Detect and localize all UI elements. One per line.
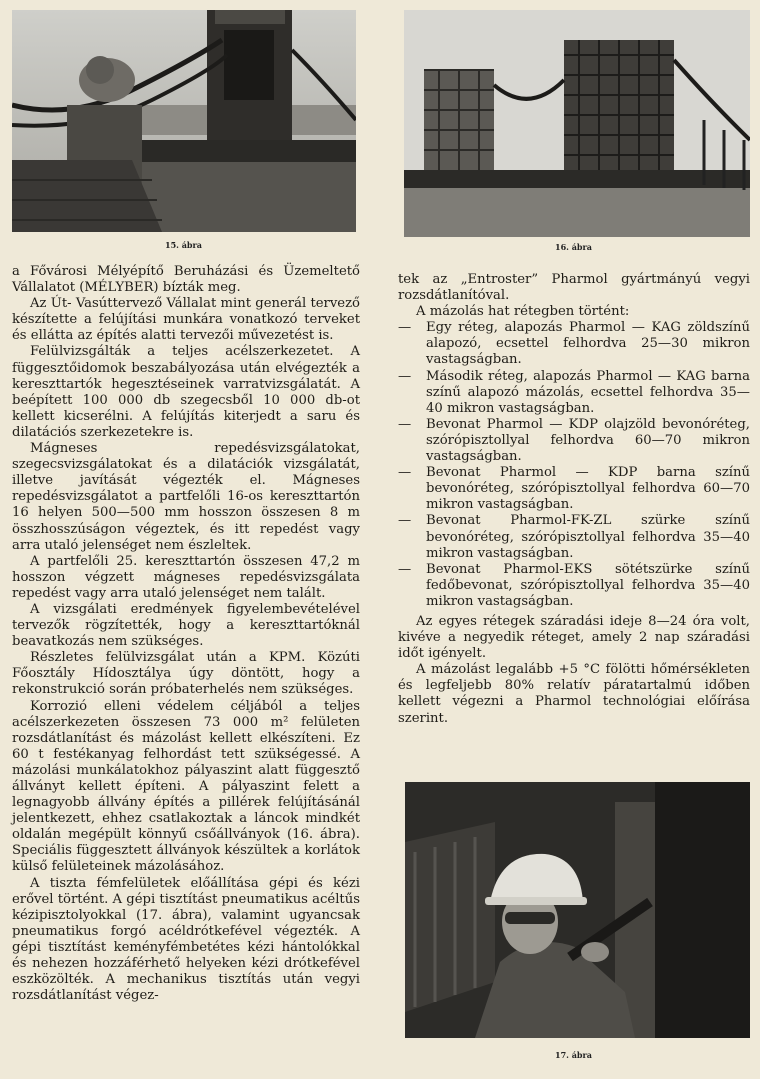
figure-16-photo xyxy=(404,10,750,237)
paragraph: Mágneses repedésvizsgálatokat, szegecsvizsgálatokat és a dilatációk vizsgálatát, illetve javítását végezték el. Mágneses repedésvizsgálatot a partfelőli 16-os kereszttartón 16 helyen 500—500 mm hosszon összesen 8 m összhosszúságon végeztek, és itt repedést vagy arra utaló jelenséget nem észleltek. xyxy=(12,441,360,553)
figure-17-caption: 17. ábra xyxy=(555,1050,592,1060)
paragraph: Felülvizsgálták a teljes acélszerkezetet. A függesztőidomok beszabályozása után elvégezték a kereszttartók hegesztéseinek varratvizsgálatát. A beépített 100 000 db szegecsből 10 000 db-ot kellett kicserélni. A felújítás kiterjedt a saru és dilatációs szerkezetekre is. xyxy=(12,344,360,440)
dash-marker: — xyxy=(398,513,412,529)
layer-text: Bevonat Pharmol — KDP olajzöld bevonóréteg, szórópisztollyal felhordva 60—70 mikron vastagságban. xyxy=(426,416,750,465)
dash-marker: — xyxy=(398,368,412,384)
layer-item xyxy=(398,513,750,561)
dash-marker: — xyxy=(398,320,412,336)
figure-16-caption: 16. ábra xyxy=(555,242,592,252)
layer-item xyxy=(398,562,750,610)
layer-text: Bevonat Pharmol — KDP barna színű bevonóréteg, szórópisztollyal felhordva 60—70 mikron vastagságban. xyxy=(426,465,750,513)
layer-text: Bevonat Pharmol-FK-ZL szürke színű bevonóréteg, szórópisztollyal felhordva 35—40 mikron vastagságban. xyxy=(426,513,750,561)
left-text-column xyxy=(12,264,360,1004)
paragraph: A tiszta fémfelületek előállítása gépi és kézi erővel történt. A gépi tisztítást pneumatikus acéltűs kézipisztolyokkal (17. ábra), valamint ugyancsak pneumatikus forgó acéldrótkefével végezték. A gépi tisztítást keményfémbetétes kézi hántolókkal és nehezen hozzáférhető helyeken kézi drótkefével eszközölték. A mechanikus tisztítás után vegyi rozsdátlanítást végez- xyxy=(12,875,360,1004)
layer-item xyxy=(398,465,750,513)
dash-marker: — xyxy=(398,561,412,577)
right-text-column xyxy=(398,272,750,727)
layers-intro: A mázolás hat rétegben történt: xyxy=(416,304,630,320)
paragraph: Az Út- Vasúttervező Vállalat mint generál tervező készítette a felújítási munkára vonatkozó terveket és ellátta az építés alatti tervezői művezetést is. xyxy=(12,296,360,344)
paragraph: A partfelőli 25. kereszttartón összesen 47,2 m hosszon végzett mágneses repedésvizsgálata repedést vagy arra utaló jelenséget nem talált. xyxy=(12,553,360,601)
layer-text: Bevonat Pharmol-EKS sötétszürke színű fedőbevonat, szórópisztollyal felhordva 35—40 mikron vastagságban. xyxy=(426,561,750,609)
paragraph: A mázolást legalább +5 °C fölötti hőmérsékleten és legfeljebb 80% relatív páratartalmú időben kellett végezni a Pharmol technológiai előírása szerint. xyxy=(398,662,750,726)
paragraph: Részletes felülvizsgálat után a KPM. Közúti Főosztály Hídosztálya úgy döntött, hogy a rekonstrukció során próbaterhelés nem szükséges. xyxy=(12,650,360,698)
figure-15-photo xyxy=(12,10,356,232)
paragraph: a Fővárosi Mélyépítő Beruházási és Üzemeltető Vállalatot (MÉLYBER) bízták meg. xyxy=(12,264,360,296)
figure-17-photo xyxy=(405,782,750,1038)
layer-item xyxy=(398,417,750,465)
dash-marker: — xyxy=(398,416,412,432)
dash-marker: — xyxy=(398,465,412,481)
layer-text: Második réteg, alapozás Pharmol — KAG barna színű alapozó mázolás, ecsettel felhordva 35—40 mikron vastagságban. xyxy=(426,368,750,416)
figure-15-caption: 15. ábra xyxy=(165,240,202,250)
paragraph: A vizsgálati eredmények figyelembevételével tervezők rögzítették, hogy a kereszttartóknál beavatkozás nem szükséges. xyxy=(12,601,360,650)
layer-item xyxy=(398,320,750,368)
paragraph: Az egyes rétegek száradási ideje 8—24 óra volt, kivéve a negyedik réteget, amely 2 nap száradási időt igényelt. xyxy=(398,613,750,662)
paragraph: Korrozió elleni védelem céljából a teljes acélszerkezeten összesen 73 000 m² felületen rozsdátlanítást és mázolást kellett elkészíteni. Ez 60 t festékanyag felhordást tett szükségessé. A mázolási munkálatokhoz pályaszint alatt függesztő állványt kellett építeni. A pályaszint felett a legnagyobb állvány építés a pillérek felújításánál jelentkezett, ehhez csatlakoztak a láncok mindkét oldalán megépült könnyű csőállványok (16. ábra). Speciális függesztett állványok készültek a korlátok külső felületeinek mázolásához. xyxy=(12,698,360,875)
layer-text: Egy réteg, alapozás Pharmol — KAG zöldszínű alapozó, ecsettel felhordva 25—30 mikron vastagságban. xyxy=(426,320,750,368)
layer-item xyxy=(398,369,750,417)
paragraph: tek az „Entroster” Pharmol gyártmányú vegyi rozsdátlanítóval. xyxy=(398,272,750,304)
